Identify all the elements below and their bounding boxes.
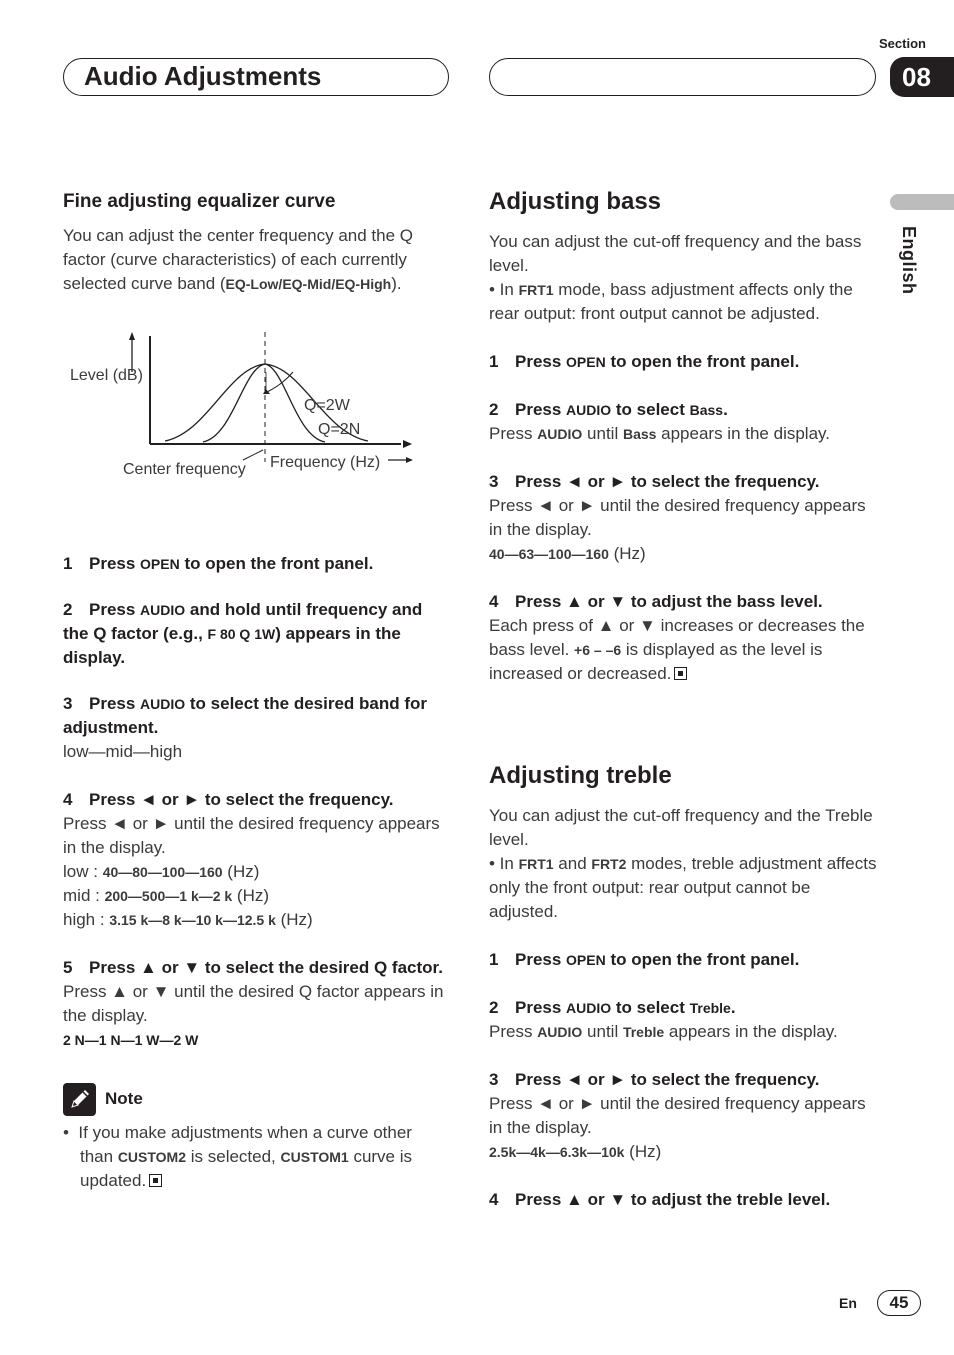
section-label: Section [879, 36, 926, 51]
bass-step-4-body [489, 614, 877, 686]
treble-step-2 [489, 996, 877, 1020]
high-frequency-values [63, 908, 448, 932]
step-number: 1 [63, 554, 73, 573]
right-column [489, 186, 877, 1212]
body-display-text: AUDIO [537, 1024, 583, 1040]
language-tab-marker [890, 194, 954, 210]
section-heading-fine-eq: Fine adjusting equalizer curve [63, 191, 336, 212]
mid-values: 200—500—1 k—2 k [104, 888, 233, 904]
bass-step-4 [489, 590, 877, 614]
bass-bullet [489, 278, 877, 326]
bass-step-3-body: Press ◄ or ► until the desired frequency appears in the display. [489, 496, 866, 539]
step-number: 1 [489, 950, 499, 969]
fine-eq-intro [63, 224, 448, 296]
step-display-text: Treble [689, 1000, 731, 1016]
bass-step-1 [489, 350, 877, 374]
treble-frequency-values [489, 1140, 877, 1164]
mid-label: mid : [63, 886, 105, 905]
intro-text-end: ). [391, 274, 402, 293]
bullet-display-text: FRT2 [591, 856, 627, 872]
unit-label: (Hz) [624, 1142, 662, 1161]
step-number: 2 [489, 998, 499, 1017]
treble-intro: You can adjust the cut-off frequency and the Treble level. [489, 806, 873, 849]
unit-label: (Hz) [608, 544, 646, 563]
treble-bullet [489, 852, 877, 924]
step-text: Press ◄ or ► to select the frequency. [515, 1070, 820, 1089]
step-display-text: AUDIO [566, 402, 612, 418]
body-text: until [582, 424, 623, 443]
treble-step-3 [489, 1068, 877, 1092]
page-number: 45 [877, 1290, 921, 1316]
bullet-display-text: FRT1 [518, 856, 554, 872]
bullet-display-text: FRT1 [518, 282, 554, 298]
end-mark-icon [149, 1174, 162, 1187]
eq-curve-svg [63, 332, 448, 492]
step-text: Press ◄ or ► to select the frequency. [515, 472, 820, 491]
bullet-text: • In [489, 854, 519, 873]
band-sequence: low—mid—high [63, 742, 183, 761]
step-text: Press ▲ or ▼ to adjust the treble level. [515, 1190, 831, 1209]
bullet-mark: • [63, 1123, 69, 1142]
end-mark-icon [674, 667, 687, 680]
step-text: Press [515, 998, 567, 1017]
body-display-text: AUDIO [537, 426, 583, 442]
step-number: 4 [63, 790, 73, 809]
note-bullet [63, 1121, 448, 1193]
bullet-text: • In [489, 280, 519, 299]
step-text: Press ▲ or ▼ to select the desired Q factor. [89, 958, 443, 977]
step-number: 1 [489, 352, 499, 371]
step-text: Press [515, 950, 567, 969]
fine-eq-step-4 [63, 788, 448, 812]
left-column [63, 188, 448, 1193]
step-display-text: AUDIO [140, 602, 186, 618]
low-values: 40—80—100—160 [102, 864, 223, 880]
unit-label: (Hz) [222, 862, 260, 881]
high-label: high : [63, 910, 110, 929]
body-text: Press [489, 1022, 538, 1041]
body-text: appears in the display. [664, 1022, 838, 1041]
high-values: 3.15 k—8 k—10 k—12.5 k [109, 912, 276, 928]
bass-step-2 [489, 398, 877, 422]
unit-label: (Hz) [275, 910, 313, 929]
note-display-text: CUSTOM1 [280, 1149, 349, 1165]
step-text: Press [515, 400, 567, 419]
step-text: Press ◄ or ► to select the frequency. [89, 790, 394, 809]
bullet-text: mode, bass adjustment affects only the rear output: front output cannot be adjusted. [489, 280, 853, 323]
page-title: Audio Adjustments [84, 61, 322, 91]
bullet-text: modes, treble adjustment affects only the front output: rear output cannot be adjusted. [489, 854, 877, 921]
low-label: low : [63, 862, 103, 881]
note-text: curve is updated. [80, 1147, 413, 1190]
step-text: Press [515, 352, 567, 371]
step-text: Press [89, 600, 141, 619]
eq-curve-graph [63, 332, 448, 552]
fine-eq-step-2 [63, 598, 448, 670]
step-text: to select the desired band for adjustment. [63, 694, 427, 737]
fine-eq-step-4-body: Press ◄ or ► until the desired frequency appears in the display. [63, 814, 440, 857]
body-text: Each press of ▲ or ▼ increases or decreases the bass level. [489, 616, 865, 659]
step-display-text: OPEN [566, 952, 606, 968]
note-text: If you make adjustments when a curve other than [78, 1123, 412, 1166]
section-heading-bass: Adjusting bass [489, 188, 662, 215]
body-display-text: Bass [622, 426, 657, 442]
treble-step-1 [489, 948, 877, 972]
step-number: 5 [63, 958, 73, 977]
body-text: is displayed as the level is increased or decreased. [489, 640, 823, 683]
graph-q2n-label: Q=2N [318, 421, 361, 438]
step-text: to open the front panel. [179, 554, 374, 573]
step-number: 4 [489, 592, 499, 611]
step-display-text: Bass [689, 402, 724, 418]
note-display-text: CUSTOM2 [117, 1149, 187, 1165]
step-text: . [723, 400, 728, 419]
bass-intro: You can adjust the cut-off frequency and the bass level. [489, 232, 862, 275]
note-header [63, 1082, 448, 1116]
step-display-text: AUDIO [566, 1000, 612, 1016]
step-text: to select [611, 998, 690, 1017]
step-number: 3 [489, 1070, 499, 1089]
bullet-text: and [553, 854, 592, 873]
step-text: to open the front panel. [605, 352, 800, 371]
fine-eq-step-1 [63, 552, 448, 576]
intro-display-text: EQ-Low/EQ-Mid/EQ-High [225, 276, 392, 292]
bass-step-3 [489, 470, 877, 494]
body-text: Press [489, 424, 538, 443]
low-frequency-values [63, 860, 448, 884]
step-text: Press [89, 694, 141, 713]
step-text: to select [611, 400, 690, 419]
fine-eq-step-3 [63, 692, 448, 740]
mid-frequency-values [63, 884, 448, 908]
step-text: and hold until frequency and the Q factor (e.g., [63, 600, 423, 643]
pencil-icon [63, 1083, 96, 1116]
note-text: is selected, [186, 1147, 281, 1166]
step-number: 2 [63, 600, 73, 619]
step-display-text: OPEN [140, 556, 180, 572]
frequency-values: 2.5k—4k—6.3k—10k [489, 1144, 625, 1160]
step-number: 4 [489, 1190, 499, 1209]
step-number: 2 [489, 400, 499, 419]
fine-eq-step-5-body: Press ▲ or ▼ until the desired Q factor appears in the display. [63, 982, 444, 1025]
section-number-tab: 08 [890, 57, 954, 97]
bass-step-2-body [489, 422, 877, 446]
step-text: ) appears in the display. [63, 624, 401, 667]
step-text: to open the front panel. [605, 950, 800, 969]
step-text: . [730, 998, 736, 1017]
body-text: until [582, 1022, 623, 1041]
step-number: 3 [63, 694, 73, 713]
bass-frequency-values [489, 542, 877, 566]
step-number: 3 [489, 472, 499, 491]
header-right-frame [489, 58, 876, 96]
q-factor-values: 2 N—1 N—1 W—2 W [63, 1032, 199, 1048]
step-display-text: F 80 Q 1W [207, 626, 276, 642]
intro-text: You can adjust the center frequency and the Q factor (curve characteristics) of each currently selected curve band ( [63, 226, 414, 293]
language-label: English [899, 226, 919, 295]
frequency-values: 40—63—100—160 [489, 546, 609, 562]
treble-step-4 [489, 1188, 877, 1212]
body-text: appears in the display. [656, 424, 830, 443]
treble-step-2-body [489, 1020, 877, 1044]
section-heading-treble: Adjusting treble [489, 762, 672, 789]
footer-language: En [839, 1295, 857, 1311]
note-title: Note [105, 1089, 143, 1108]
graph-frequency-label: Frequency (Hz) [270, 454, 381, 471]
step-display-text: OPEN [566, 354, 606, 370]
graph-center-frequency-label: Center frequency [123, 461, 246, 478]
step-display-text: AUDIO [140, 696, 186, 712]
unit-label: (Hz) [232, 886, 270, 905]
treble-step-3-body: Press ◄ or ► until the desired frequency appears in the display. [489, 1094, 866, 1137]
body-display-text: Treble [622, 1024, 665, 1040]
body-display-text: +6 – –6 [574, 642, 622, 658]
step-text: Press [89, 554, 141, 573]
graph-q2w-label: Q=2W [304, 397, 350, 414]
fine-eq-step-5 [63, 956, 448, 980]
step-text: Press ▲ or ▼ to adjust the bass level. [515, 592, 823, 611]
graph-level-label: Level (dB) [70, 367, 143, 384]
